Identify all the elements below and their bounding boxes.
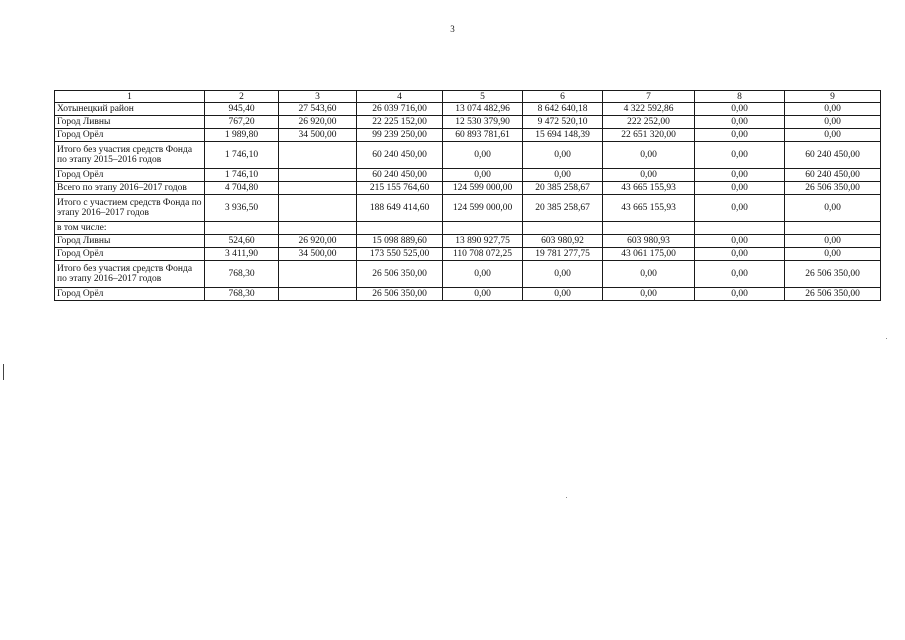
col4-cell: 173 550 525,00	[357, 248, 443, 261]
col4-cell: 26 506 350,00	[357, 288, 443, 301]
row-name-cell: Город Орёл	[55, 288, 205, 301]
col7-cell: 222 252,00	[603, 116, 695, 129]
col2-cell: 4 704,80	[205, 182, 279, 195]
col9-cell: 0,00	[785, 248, 881, 261]
col6-cell: 0,00	[523, 169, 603, 182]
table-row	[55, 142, 881, 169]
col6-cell: 15 694 148,39	[523, 129, 603, 142]
row-name-cell: Город Орёл	[55, 248, 205, 261]
col3-cell: 27 543,60	[279, 103, 357, 116]
table-row	[55, 288, 881, 301]
col9-cell: 60 240 450,00	[785, 169, 881, 182]
col2-cell: 3 411,90	[205, 248, 279, 261]
col7-cell: 0,00	[603, 142, 695, 169]
col6-cell: 20 385 258,67	[523, 182, 603, 195]
col8-cell: 0,00	[695, 129, 785, 142]
column-header: 4	[357, 91, 443, 103]
col6-cell	[523, 222, 603, 235]
col5-cell: 124 599 000,00	[443, 195, 523, 222]
col8-cell: 0,00	[695, 182, 785, 195]
table-row	[55, 195, 881, 222]
col7-cell: 43 061 175,00	[603, 248, 695, 261]
col3-cell	[279, 142, 357, 169]
scan-speck	[566, 497, 567, 498]
col4-cell: 22 225 152,00	[357, 116, 443, 129]
column-header: 6	[523, 91, 603, 103]
scan-edge-mark	[3, 364, 4, 380]
row-name-cell: Город Ливны	[55, 116, 205, 129]
col3-cell: 26 920,00	[279, 235, 357, 248]
col3-cell	[279, 169, 357, 182]
col9-cell: 0,00	[785, 103, 881, 116]
col4-cell	[357, 222, 443, 235]
table-row	[55, 248, 881, 261]
col2-cell: 768,30	[205, 261, 279, 288]
column-header: 1	[55, 91, 205, 103]
col4-cell: 215 155 764,60	[357, 182, 443, 195]
row-name-cell: Город Орёл	[55, 129, 205, 142]
data-table-wrapper	[54, 90, 880, 301]
col7-cell: 603 980,93	[603, 235, 695, 248]
col9-cell: 0,00	[785, 129, 881, 142]
col6-cell: 603 980,92	[523, 235, 603, 248]
col8-cell: 0,00	[695, 103, 785, 116]
col6-cell: 20 385 258,67	[523, 195, 603, 222]
col5-cell: 0,00	[443, 169, 523, 182]
row-name-cell: Город Ливны	[55, 235, 205, 248]
col6-cell: 8 642 640,18	[523, 103, 603, 116]
col9-cell: 60 240 450,00	[785, 142, 881, 169]
table-row	[55, 116, 881, 129]
col8-cell: 0,00	[695, 235, 785, 248]
table-row	[55, 182, 881, 195]
row-name-cell: Итого без участия средств Фонда по этапу 2015–2016 годов	[55, 142, 205, 169]
col4-cell: 99 239 250,00	[357, 129, 443, 142]
col9-cell: 26 506 350,00	[785, 261, 881, 288]
col7-cell: 22 651 320,00	[603, 129, 695, 142]
col2-cell: 1 746,10	[205, 142, 279, 169]
col7-cell: 43 665 155,93	[603, 182, 695, 195]
col2-cell: 524,60	[205, 235, 279, 248]
col5-cell: 124 599 000,00	[443, 182, 523, 195]
col4-cell: 60 240 450,00	[357, 169, 443, 182]
row-name-cell: Всего по этапу 2016–2017 годов	[55, 182, 205, 195]
col8-cell: 0,00	[695, 142, 785, 169]
col3-cell	[279, 222, 357, 235]
col9-cell: 26 506 350,00	[785, 182, 881, 195]
col2-cell: 1 989,80	[205, 129, 279, 142]
col5-cell: 0,00	[443, 142, 523, 169]
col2-cell: 1 746,10	[205, 169, 279, 182]
col5-cell: 0,00	[443, 261, 523, 288]
col7-cell: 43 665 155,93	[603, 195, 695, 222]
col9-cell: 0,00	[785, 235, 881, 248]
table-header-row	[55, 91, 881, 103]
col5-cell	[443, 222, 523, 235]
col2-cell: 768,30	[205, 288, 279, 301]
col9-cell: 26 506 350,00	[785, 288, 881, 301]
column-header: 3	[279, 91, 357, 103]
col8-cell: 0,00	[695, 248, 785, 261]
col6-cell: 9 472 520,10	[523, 116, 603, 129]
col3-cell	[279, 288, 357, 301]
table-body	[55, 91, 881, 301]
table-row	[55, 261, 881, 288]
col7-cell: 0,00	[603, 169, 695, 182]
col3-cell: 34 500,00	[279, 129, 357, 142]
col2-cell	[205, 222, 279, 235]
col8-cell: 0,00	[695, 195, 785, 222]
row-name-cell: Итого с участием средств Фонда по этапу 2016–2017 годов	[55, 195, 205, 222]
column-header: 2	[205, 91, 279, 103]
col5-cell: 13 890 927,75	[443, 235, 523, 248]
col5-cell: 12 530 379,90	[443, 116, 523, 129]
col3-cell	[279, 195, 357, 222]
row-name-cell: Итого без участия средств Фонда по этапу 2016–2017 годов	[55, 261, 205, 288]
scan-speck	[886, 338, 887, 339]
col9-cell	[785, 222, 881, 235]
row-name-cell: в том числе:	[55, 222, 205, 235]
col3-cell	[279, 182, 357, 195]
table-row	[55, 103, 881, 116]
col5-cell: 110 708 072,25	[443, 248, 523, 261]
col7-cell: 0,00	[603, 288, 695, 301]
page-number: 3	[450, 24, 455, 34]
col4-cell: 26 039 716,00	[357, 103, 443, 116]
col8-cell: 0,00	[695, 169, 785, 182]
col6-cell: 0,00	[523, 288, 603, 301]
col7-cell: 4 322 592,86	[603, 103, 695, 116]
col4-cell: 15 098 889,60	[357, 235, 443, 248]
col6-cell: 0,00	[523, 261, 603, 288]
col8-cell	[695, 222, 785, 235]
column-header: 9	[785, 91, 881, 103]
col4-cell: 60 240 450,00	[357, 142, 443, 169]
col7-cell: 0,00	[603, 261, 695, 288]
row-name-cell: Город Орёл	[55, 169, 205, 182]
table-row	[55, 235, 881, 248]
table-row	[55, 222, 881, 235]
col5-cell: 13 074 482,96	[443, 103, 523, 116]
col2-cell: 767,20	[205, 116, 279, 129]
col3-cell: 26 920,00	[279, 116, 357, 129]
column-header: 8	[695, 91, 785, 103]
col2-cell: 945,40	[205, 103, 279, 116]
col8-cell: 0,00	[695, 288, 785, 301]
table-row	[55, 129, 881, 142]
col4-cell: 188 649 414,60	[357, 195, 443, 222]
col9-cell: 0,00	[785, 116, 881, 129]
col3-cell	[279, 261, 357, 288]
col3-cell: 34 500,00	[279, 248, 357, 261]
column-header: 5	[443, 91, 523, 103]
table-row	[55, 169, 881, 182]
col8-cell: 0,00	[695, 261, 785, 288]
col7-cell	[603, 222, 695, 235]
col6-cell: 0,00	[523, 142, 603, 169]
column-header: 7	[603, 91, 695, 103]
col5-cell: 0,00	[443, 288, 523, 301]
col2-cell: 3 936,50	[205, 195, 279, 222]
col4-cell: 26 506 350,00	[357, 261, 443, 288]
col6-cell: 19 781 277,75	[523, 248, 603, 261]
col8-cell: 0,00	[695, 116, 785, 129]
data-table	[54, 90, 881, 301]
col9-cell: 0,00	[785, 195, 881, 222]
row-name-cell: Хотынецкий район	[55, 103, 205, 116]
col5-cell: 60 893 781,61	[443, 129, 523, 142]
